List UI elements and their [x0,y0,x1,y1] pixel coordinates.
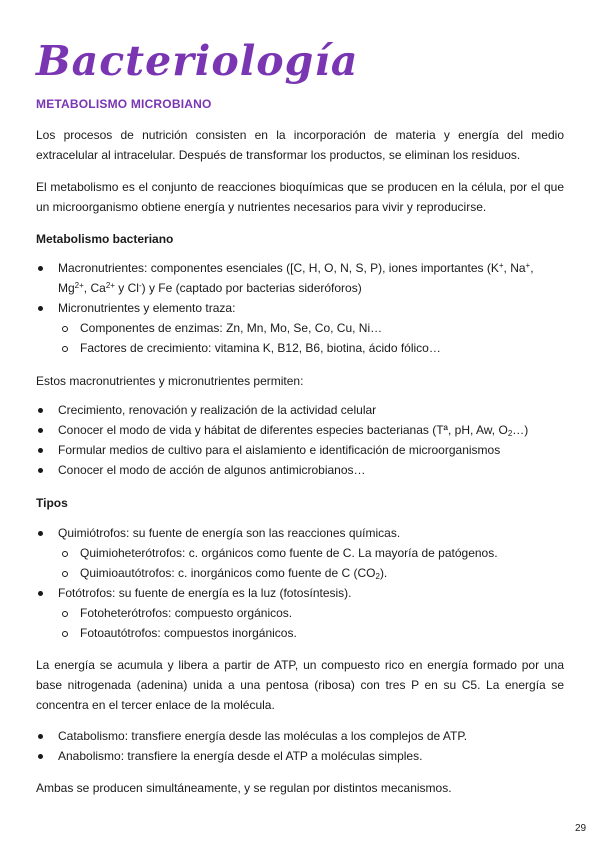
list-item-antimicrobianos: Conocer el modo de acción de algunos antimicrobianos… [36,460,564,480]
page-number: 29 [575,823,587,834]
paragraph-permiten: Estos macronutrientes y micronutrientes permiten: [36,374,304,388]
list-item-catabolismo: Catabolismo: transfiere energía desde las moléculas a los complejos de ATP. [36,726,564,746]
list-item-quimioautotrofos: Quimioautótrofos: c. inorgánicos como fuente de C $(CO_2)$. [36,563,564,583]
list-item-micronutrientes: Micronutrientes y elemento traza: [36,298,564,318]
section-subtitle: METABOLISMO MICROBIANO [36,97,212,111]
list-item-fotoheterotrofos: Fotoheterótrofos: compuesto orgánicos. [36,603,564,623]
types-list [36,523,564,643]
list-item-fototrofos: Fotótrofos: su fuente de energía es la luz (fotosíntesis). [36,583,564,603]
list-item-enzimas: Componentes de enzimas: Zn, Mn, Mo, Se, Co, Cu, Ni… [36,318,564,338]
intro-paragraph-1: Los procesos de nutrición consisten en la incorporación de materia y energía del medio extracelular al intracelular. Después de transformar los productos, se eliminan los residuos. [36,128,564,162]
intro-paragraph-2: El metabolismo es el conjunto de reacciones bioquímicas que se producen en la célula, por el que un microorganismo obtiene energía y nutrientes necesarios para vivir y reproducirse. [36,180,564,214]
list-item-medios-cultivo: Formular medios de cultivo para el aislamiento e identificación de microorganismos [36,440,564,460]
paragraph-atp: La energía se acumula y libera a partir de ATP, un compuesto rico en energía formado por una base nitrogenada (adenina) unida a una pentosa (ribosa) con tres P en su C5. La energía se concentra en el tercer enlace de la molécula. [36,658,564,712]
paragraph-ambas: Ambas se producen simultáneamente, y se regulan por distintos mecanismos. [36,781,452,795]
energy-list [36,726,564,766]
list-item-macronutrientes: Macronutrientes: componentes esenciales ([C, H, O, N, S, P), iones importantes (K+, Na+, $Mg^{2+}$, $Ca^{2+}$ y Cl-) y Fe (captado por bacterias sideróforos) [36,258,564,298]
heading-metabolismo-bacteriano: Metabolismo bacteriano [36,232,174,246]
permits-list [36,400,564,480]
list-item-quimiotrofos: Quimiótrofos: su fuente de energía son las reacciones químicas. [36,523,564,543]
list-item-anabolismo: Anabolismo: transfiere la energía desde el ATP a moléculas simples. [36,746,564,766]
nutrients-list [36,258,564,358]
list-item-modo-vida: Conocer el modo de vida y hábitat de diferentes especies bacterianas (Tª, pH, Aw, $O_2\dots$) [36,420,564,440]
heading-tipos: Tipos [36,496,68,510]
list-item-quimioheterotrofos: Quimioheterótrofos: c. orgánicos como fuente de C. La mayoría de patógenos. [36,543,564,563]
list-item-crecimiento: Crecimiento, renovación y realización de la actividad celular [36,400,564,420]
list-item-factores-crecimiento: Factores de crecimiento: vitamina K, B12, B6, biotina, ácido fólico… [36,338,564,358]
list-item-fotoautotrofos: Fotoautótrofos: compuestos inorgánicos. [36,623,564,643]
page-title: Bacteriología [36,37,359,85]
